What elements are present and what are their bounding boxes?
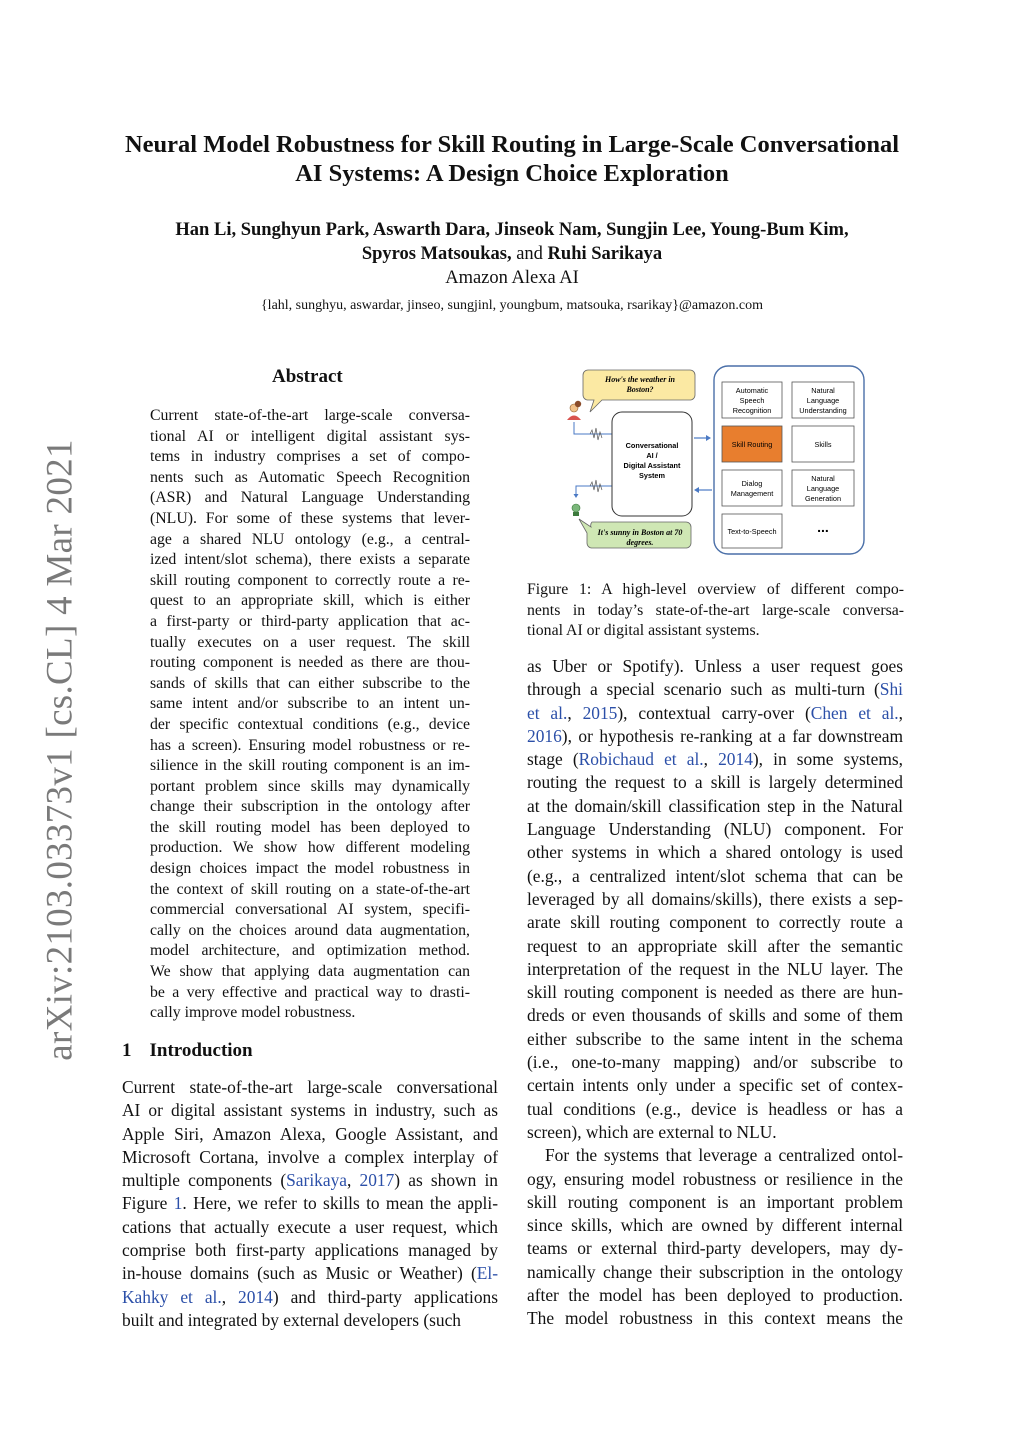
intro-left-line: Microsoft Cortana, involve a complex interplay of xyxy=(122,1146,498,1167)
section-number: 1 xyxy=(122,1040,132,1061)
abstract-line: be a very effective and practical way to drasti- xyxy=(150,983,470,1001)
intro-right-column xyxy=(527,655,903,1331)
intro-right-line: et al., 2015), contextual carry-over (Chen et al., xyxy=(527,702,903,723)
intro-right-line: The model robustness in this context means the xyxy=(527,1308,903,1329)
intro-right-line: Language Understanding (NLU) component. For xyxy=(527,819,903,840)
asr-line-1: Automatic xyxy=(735,386,769,395)
intro-right-line: other systems in which a shared ontology is used xyxy=(527,842,903,863)
authors-line-1: Han Li, Sunghyun Park, Aswarth Dara, Jinseok Nam, Sungjin Lee, Young-Bum Kim, xyxy=(175,220,849,240)
figure-1 xyxy=(560,362,870,562)
intro-right-line: certain intents only under a specific set of contex- xyxy=(527,1075,903,1096)
skill-routing-label: Skill Routing xyxy=(731,440,773,449)
abstract-line: same intent and/or subscribe to an intent un- xyxy=(150,695,470,713)
caption-line: tional AI or digital assistant systems. xyxy=(527,622,760,640)
intro-right-line: tual conditions (e.g., device is headless or has a xyxy=(527,1098,903,1119)
asr-line-3: Recognition xyxy=(732,406,772,415)
title-line-2: AI Systems: A Design Choice Exploration xyxy=(295,160,729,187)
intro-right-line: For the systems that leverage a centralized ontol- xyxy=(545,1145,903,1166)
intro-left-line: Figure 1. Here, we refer to skills to mean the appli- xyxy=(122,1193,498,1214)
device-icon xyxy=(572,504,580,516)
abstract-line: portant problem since skills may dynamically xyxy=(150,777,470,795)
citation-link[interactable]: Kahky et al. xyxy=(122,1286,222,1307)
abstract-line: We show that applying data augmentation can xyxy=(150,963,470,981)
intro-right-line: ogy, ensuring model robustness or resilience in the xyxy=(527,1168,903,1189)
intro-right-line: arate skill routing component to correctly route a xyxy=(527,912,903,933)
intro-right-line: (i.e., one-to-many mapping) and/or subscribe to xyxy=(527,1052,903,1073)
abstract-body xyxy=(150,406,470,1024)
arxiv-id: arXiv:2103.03373v1 [cs.CL] 4 Mar 2021 xyxy=(39,439,81,1061)
intro-right-line: after the model has been deployed to production. xyxy=(527,1285,903,1306)
intro-right-line: skill routing component is an important problem xyxy=(527,1191,903,1212)
input-arrow xyxy=(574,422,612,434)
nlu-line-2: Language xyxy=(806,396,840,405)
intro-right-line: through a special scenario such as multi-turn (Shi xyxy=(527,679,903,700)
intro-right-line: 2016), or hypothesis re-ranking at a far downstream xyxy=(527,725,903,746)
dialog-line-2: Management xyxy=(730,489,774,498)
section-title: Introduction xyxy=(149,1040,253,1061)
nlu-line-1: Natural xyxy=(811,386,835,395)
intro-left-line: Apple Siri, Amazon Alexa, Google Assistant, and xyxy=(122,1123,498,1144)
citation-link[interactable]: et al. xyxy=(527,702,568,723)
system-line-4: System xyxy=(639,471,665,480)
author-and: and xyxy=(516,244,543,264)
intro-left-line: Current state-of-the-art large-scale conversational xyxy=(122,1077,498,1097)
abstract-line: der specific contextual conditions (e.g., device xyxy=(150,715,470,733)
intro-right-line: leveraged by all domains/skills), there exists a sep- xyxy=(527,888,903,909)
system-line-1: Conversational xyxy=(625,441,679,450)
abstract-line: age a shared NLU ontology (e.g., a central- xyxy=(150,530,470,548)
intro-left-line: cations that actually execute a user request, which xyxy=(122,1216,498,1237)
intro-right-line: dreds or even thousands of skills and some of them xyxy=(527,1005,903,1026)
citation-link[interactable]: Shi xyxy=(879,679,903,700)
author-sarikaya: Ruhi Sarikaya xyxy=(547,244,663,264)
abstract-line: sands of skills that can either subscribe to the xyxy=(150,674,470,692)
abstract-line: skill routing component to correctly route a re- xyxy=(150,571,470,589)
figure-1-diagram xyxy=(560,362,870,562)
abstract-line: has a screen). Ensuring model robustness or re- xyxy=(150,736,470,754)
user-icon xyxy=(567,401,581,420)
intro-right-line: interpretation of the request in the NLU layer. The xyxy=(527,958,903,979)
citation-link[interactable]: 2015 xyxy=(582,702,618,723)
caption-line: Figure 1: A high-level overview of different compo- xyxy=(527,581,904,598)
section-heading-introduction xyxy=(122,1040,253,1062)
citation-link[interactable]: 2014 xyxy=(718,749,753,770)
intro-right-line: since skills, which are owned by different internal xyxy=(527,1215,903,1236)
intro-right-line: namically change their subscription in the ontology xyxy=(527,1261,903,1282)
tts-label: Text-to-Speech xyxy=(727,527,777,536)
abstract-line: Current state-of-the-art large-scale conversa- xyxy=(150,407,470,424)
intro-right-line: routing the request to a skill is largely determined xyxy=(527,772,903,793)
intro-right-line: either subscribe to the same intent in the schema xyxy=(527,1028,903,1049)
paper-title xyxy=(100,130,924,188)
intro-right-line: as Uber or Spotify). Unless a user request goes xyxy=(527,656,903,676)
citation-link[interactable]: 2017 xyxy=(359,1170,395,1191)
abstract-line: cally improve model robustness. xyxy=(150,1004,356,1022)
output-arrow xyxy=(576,486,612,496)
intro-left-line: comprise both first-party applications managed by xyxy=(122,1240,498,1261)
query-line-2: Boston? xyxy=(626,385,654,394)
nlg-line-3: Generation xyxy=(804,494,842,503)
abstract-line: model architecture, and optimization method. xyxy=(150,942,470,960)
nlg-line-2: Language xyxy=(806,484,840,493)
citation-link[interactable]: Sarikaya xyxy=(286,1170,347,1191)
abstract-line: tually executes on a user request. The skill xyxy=(150,633,470,651)
intro-left-line: multiple components (Sarikaya, 2017) as shown in xyxy=(122,1170,498,1191)
author-block xyxy=(100,218,924,318)
abstract-line: the context of skill routing on a state-of-the-art xyxy=(150,880,470,898)
intro-right-line: teams or external third-party developers, may dy- xyxy=(527,1238,903,1259)
citation-link[interactable]: 1 xyxy=(173,1193,183,1214)
intro-right-paragraph-2 xyxy=(527,1144,903,1330)
abstract-heading: Abstract xyxy=(272,366,343,387)
figure-1-caption xyxy=(527,580,904,642)
intro-right-line: screen), which are external to NLU. xyxy=(527,1121,777,1142)
nlg-line-1: Natural xyxy=(811,474,835,483)
intro-right-line: request to an appropriate skill after the semantic xyxy=(527,935,903,956)
abstract-line: a first-party or third-party application that ac- xyxy=(150,612,470,630)
citation-link[interactable]: Chen et al. xyxy=(810,702,899,723)
intro-right-line: at the domain/skill classification step in the Natural xyxy=(527,795,903,816)
abstract-line: silience in the skill routing component is an im- xyxy=(150,757,470,775)
abstract-line: nents such as Automatic Speech Recognition xyxy=(150,468,470,486)
abstract-line: (NLU). For some of these systems that lever- xyxy=(150,509,470,527)
caption-line: nents in today’s state-of-the-art large-scale conversa- xyxy=(527,601,904,619)
system-line-3: Digital Assistant xyxy=(623,461,681,470)
intro-right-line: (e.g., a centralized intent/slot schema that can be xyxy=(527,865,903,886)
skills-label: Skills xyxy=(814,440,832,449)
citation-link[interactable]: 2016 xyxy=(527,725,562,746)
asr-line-2: Speech xyxy=(739,396,765,405)
citation-link[interactable]: Robichaud et al. xyxy=(578,749,704,770)
abstract-line: quest to an appropriate skill, which is either xyxy=(150,592,470,610)
intro-right-line: skill routing component is needed as there are hun- xyxy=(527,982,903,1003)
more-components: ... xyxy=(817,519,829,535)
abstract-line: tems in industry comprises a set of compo- xyxy=(150,448,470,466)
abstract-line: the skill routing model has been deployed to xyxy=(150,818,470,836)
intro-left-line: AI or digital assistant systems in industry, such as xyxy=(122,1100,498,1121)
citation-link[interactable]: 2014 xyxy=(238,1286,273,1307)
intro-left-line: in-house domains (such as Music or Weather) (El- xyxy=(122,1263,498,1284)
affiliation: Amazon Alexa AI xyxy=(445,268,579,288)
intro-right-line: stage (Robichaud et al., 2014), in some systems, xyxy=(527,749,904,770)
author-matsoukas: Spyros Matsoukas, xyxy=(361,244,512,264)
abstract-line: change their subscription in the ontology after xyxy=(150,798,470,816)
citation-link[interactable]: El- xyxy=(476,1263,498,1284)
response-line-1: It's sunny in Boston at 70 xyxy=(597,528,683,537)
author-emails: {lahl, sunghyu, aswardar, jinseo, sungjinl, youngbum, matsouka, rsarikay}@amazon.com xyxy=(260,298,764,313)
dialog-box xyxy=(722,470,782,506)
dialog-line-1: Dialog xyxy=(741,479,763,488)
nlu-line-3: Understanding xyxy=(799,406,847,415)
abstract-line: design choices impact the model robustness in xyxy=(150,860,470,878)
abstract-line: (ASR) and Natural Language Understanding xyxy=(150,489,470,507)
abstract-line: routing component is needed as there are thou- xyxy=(150,654,470,672)
abstract-line: production. We show how different modeling xyxy=(150,839,470,857)
system-line-2: AI / xyxy=(646,451,658,460)
intro-left-line: built and integrated by external developers (such xyxy=(122,1309,461,1330)
abstract-line: cally on the choices around data augmentation, xyxy=(150,921,470,939)
abstract-line: commercial conversational AI system, specifi- xyxy=(150,901,470,919)
title-line-1: Neural Model Robustness for Skill Routing in Large-Scale Conversational xyxy=(124,131,900,158)
abstract-line: tional AI or intelligent digital assistant sys- xyxy=(150,427,470,445)
query-line-1: How's the weather in xyxy=(604,375,676,384)
intro-left-column xyxy=(122,1076,498,1332)
response-line-2: degrees. xyxy=(626,538,654,547)
intro-left-line: Kahky et al., 2014) and third-party applications xyxy=(122,1286,498,1307)
abstract-line: ized intent/slot schema), there exists a separate xyxy=(150,551,470,569)
